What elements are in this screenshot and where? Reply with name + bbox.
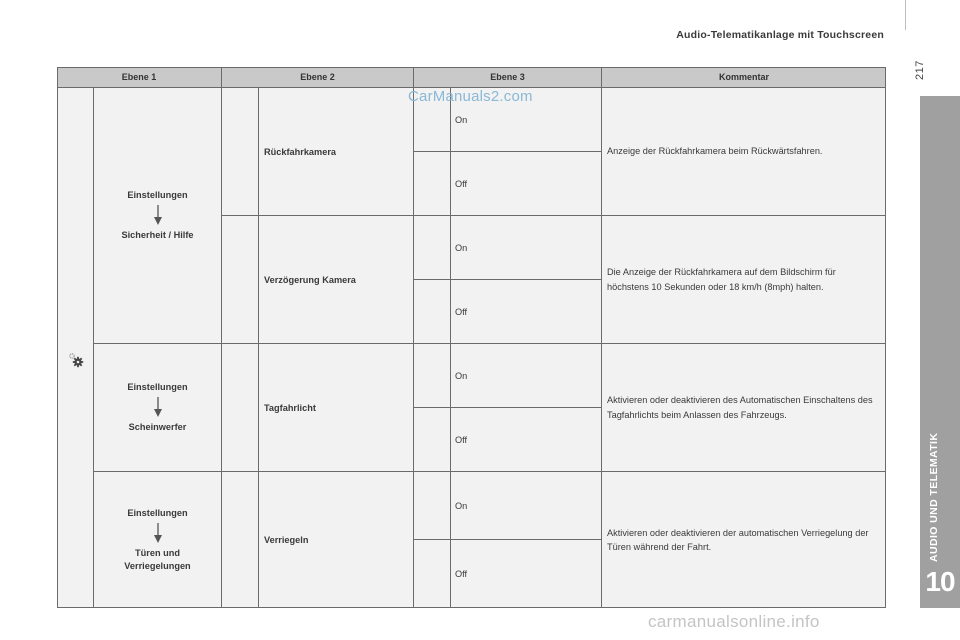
level1-sub-label: Scheinwerfer xyxy=(128,422,187,432)
level3-option-on: On xyxy=(451,216,601,279)
level3-option-on: On xyxy=(451,472,601,539)
level1-main-label: Einstellungen xyxy=(127,382,188,392)
level2-rueckfahrkamera: Rückfahrkamera xyxy=(259,88,413,215)
chapter-title: AUDIO UND TELEMATIK xyxy=(928,432,940,562)
level3-option-off: Off xyxy=(451,280,601,343)
level3-option-off: Off xyxy=(451,540,601,608)
comment-cell: Aktivieren oder deaktivieren des Automatischen Einschaltens des Tagfahrlichts beim Anlassen des Fahrzeugs. xyxy=(602,344,886,471)
chapter-side-tab xyxy=(920,96,960,608)
level3-option-off: Off xyxy=(451,408,601,471)
level3-option-on: On xyxy=(451,88,601,151)
level1-main-label: Einstellungen xyxy=(127,508,188,518)
level2-tagfahrlicht: Tagfahrlicht xyxy=(259,344,413,471)
comment-cell: Aktivieren oder deaktivieren der automatischen Verriegelung der Türen während der Fahrt. xyxy=(602,472,886,608)
table-grid-lines xyxy=(57,67,886,608)
watermark-carmanualsonline: carmanualsonline.info xyxy=(648,612,820,631)
column-header-ebene1: Ebene 1 xyxy=(57,67,221,87)
level3-option-on: On xyxy=(451,344,601,407)
level1-sub-label: Sicherheit / Hilfe xyxy=(121,230,194,240)
level3-option-off: Off xyxy=(451,152,601,215)
page-header-title: Audio-Telematikanlage mit Touchscreen xyxy=(676,29,884,41)
level1-sub-label: Türen und Verriegelungen xyxy=(124,548,191,571)
level2-verzoegerung-kamera: Verzögerung Kamera xyxy=(259,216,413,343)
header-divider xyxy=(905,0,906,30)
comment-cell: Die Anzeige der Rückfahrkamera auf dem Bildschirm für höchstens 10 Sekunden oder 18 km/h (8mph) halten. xyxy=(602,216,886,343)
level2-verriegeln: Verriegeln xyxy=(259,472,413,608)
chapter-number: 10 xyxy=(925,566,955,597)
column-header-kommentar: Kommentar xyxy=(602,67,886,87)
column-header-ebene3: Ebene 3 xyxy=(414,67,601,87)
level1-main-label: Einstellungen xyxy=(127,190,188,200)
settings-table xyxy=(57,67,886,608)
watermark-carmanuals2: CarManuals2.com xyxy=(408,88,533,105)
comment-cell: Anzeige der Rückfahrkamera beim Rückwärtsfahren. xyxy=(602,88,886,215)
page-number: 217 xyxy=(914,60,926,80)
column-header-ebene2: Ebene 2 xyxy=(222,67,413,87)
